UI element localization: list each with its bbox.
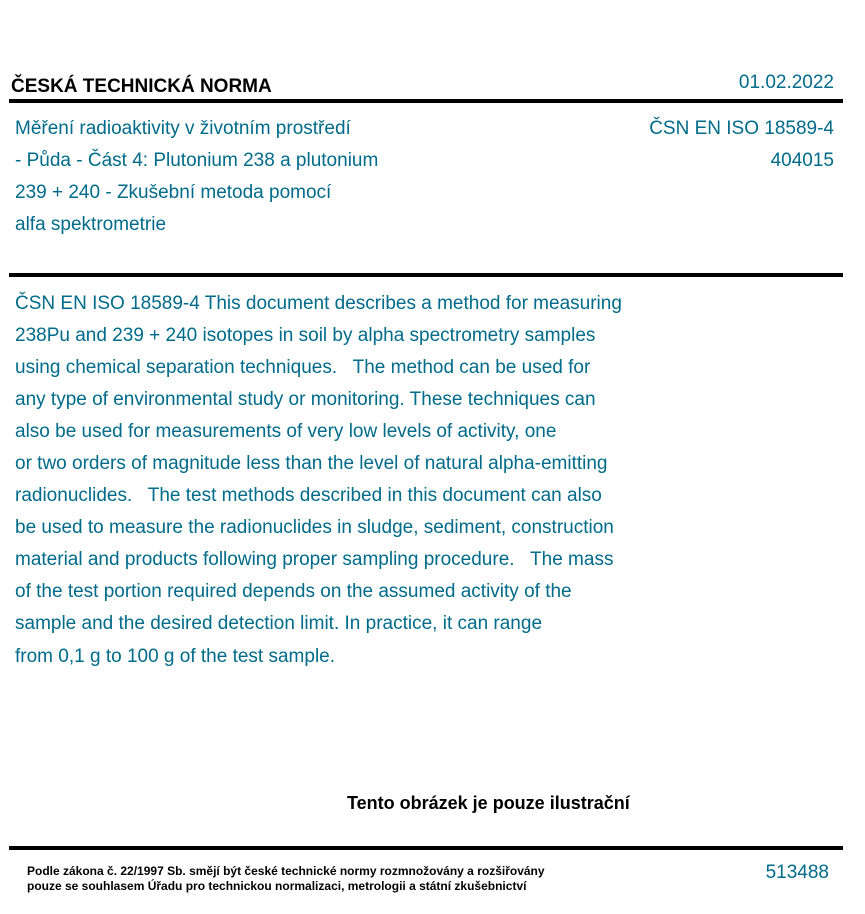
standard-code: ČSN EN ISO 18589-4 [649, 118, 834, 139]
legal-notice-line: Podle zákona č. 22/1997 Sb. smějí být české technické normy rozmnožovány a rozšiřovány [27, 864, 545, 878]
abstract-line: be used to measure the radionuclides in sludge, sediment, construction [15, 517, 614, 538]
section-divider [9, 273, 843, 277]
illustration-notice: Tento obrázek je pouze ilustrační [347, 793, 630, 813]
abstract-line: using chemical separation techniques. The method can be used for [15, 357, 591, 378]
footer-divider [9, 846, 843, 850]
abstract-line: also be used for measurements of very low levels of activity, one [15, 421, 557, 442]
abstract-line: or two orders of magnitude less than the level of natural alpha-emitting [15, 453, 608, 474]
abstract-line: ČSN EN ISO 18589-4 This document describes a method for measuring [15, 293, 622, 314]
abstract-line: sample and the desired detection limit. In practice, it can range [15, 613, 543, 634]
abstract-line: from 0,1 g to 100 g of the test sample. [15, 646, 336, 667]
abstract-line: radionuclides. The test methods described in this document can also [15, 485, 602, 506]
standard-title-line: 239 + 240 - Zkušební metoda pomocí [15, 182, 332, 203]
abstract-line: material and products following proper sampling procedure. The mass [15, 549, 614, 570]
abstract-line: 238Pu and 239 + 240 isotopes in soil by alpha spectrometry samples [15, 325, 596, 346]
header-divider [9, 99, 843, 103]
abstract-line: of the test portion required depends on the assumed activity of the [15, 581, 572, 602]
standard-title-line: Měření radioaktivity v životním prostředí [15, 118, 351, 139]
standard-title-line: alfa spektrometrie [15, 214, 167, 235]
document-header-title: ČESKÁ TECHNICKÁ NORMA [11, 76, 272, 97]
abstract-line: any type of environmental study or monitoring. These techniques can [15, 389, 596, 410]
publication-date: 01.02.2022 [738, 72, 834, 93]
standard-title-line: - Půda - Část 4: Plutonium 238 a plutonium [15, 150, 379, 171]
classification-number: 404015 [770, 150, 834, 171]
legal-notice-line: pouze se souhlasem Úřadu pro technickou normalizaci, metrologii a státní zkušebnictví [27, 879, 527, 893]
document-number: 513488 [765, 862, 829, 883]
